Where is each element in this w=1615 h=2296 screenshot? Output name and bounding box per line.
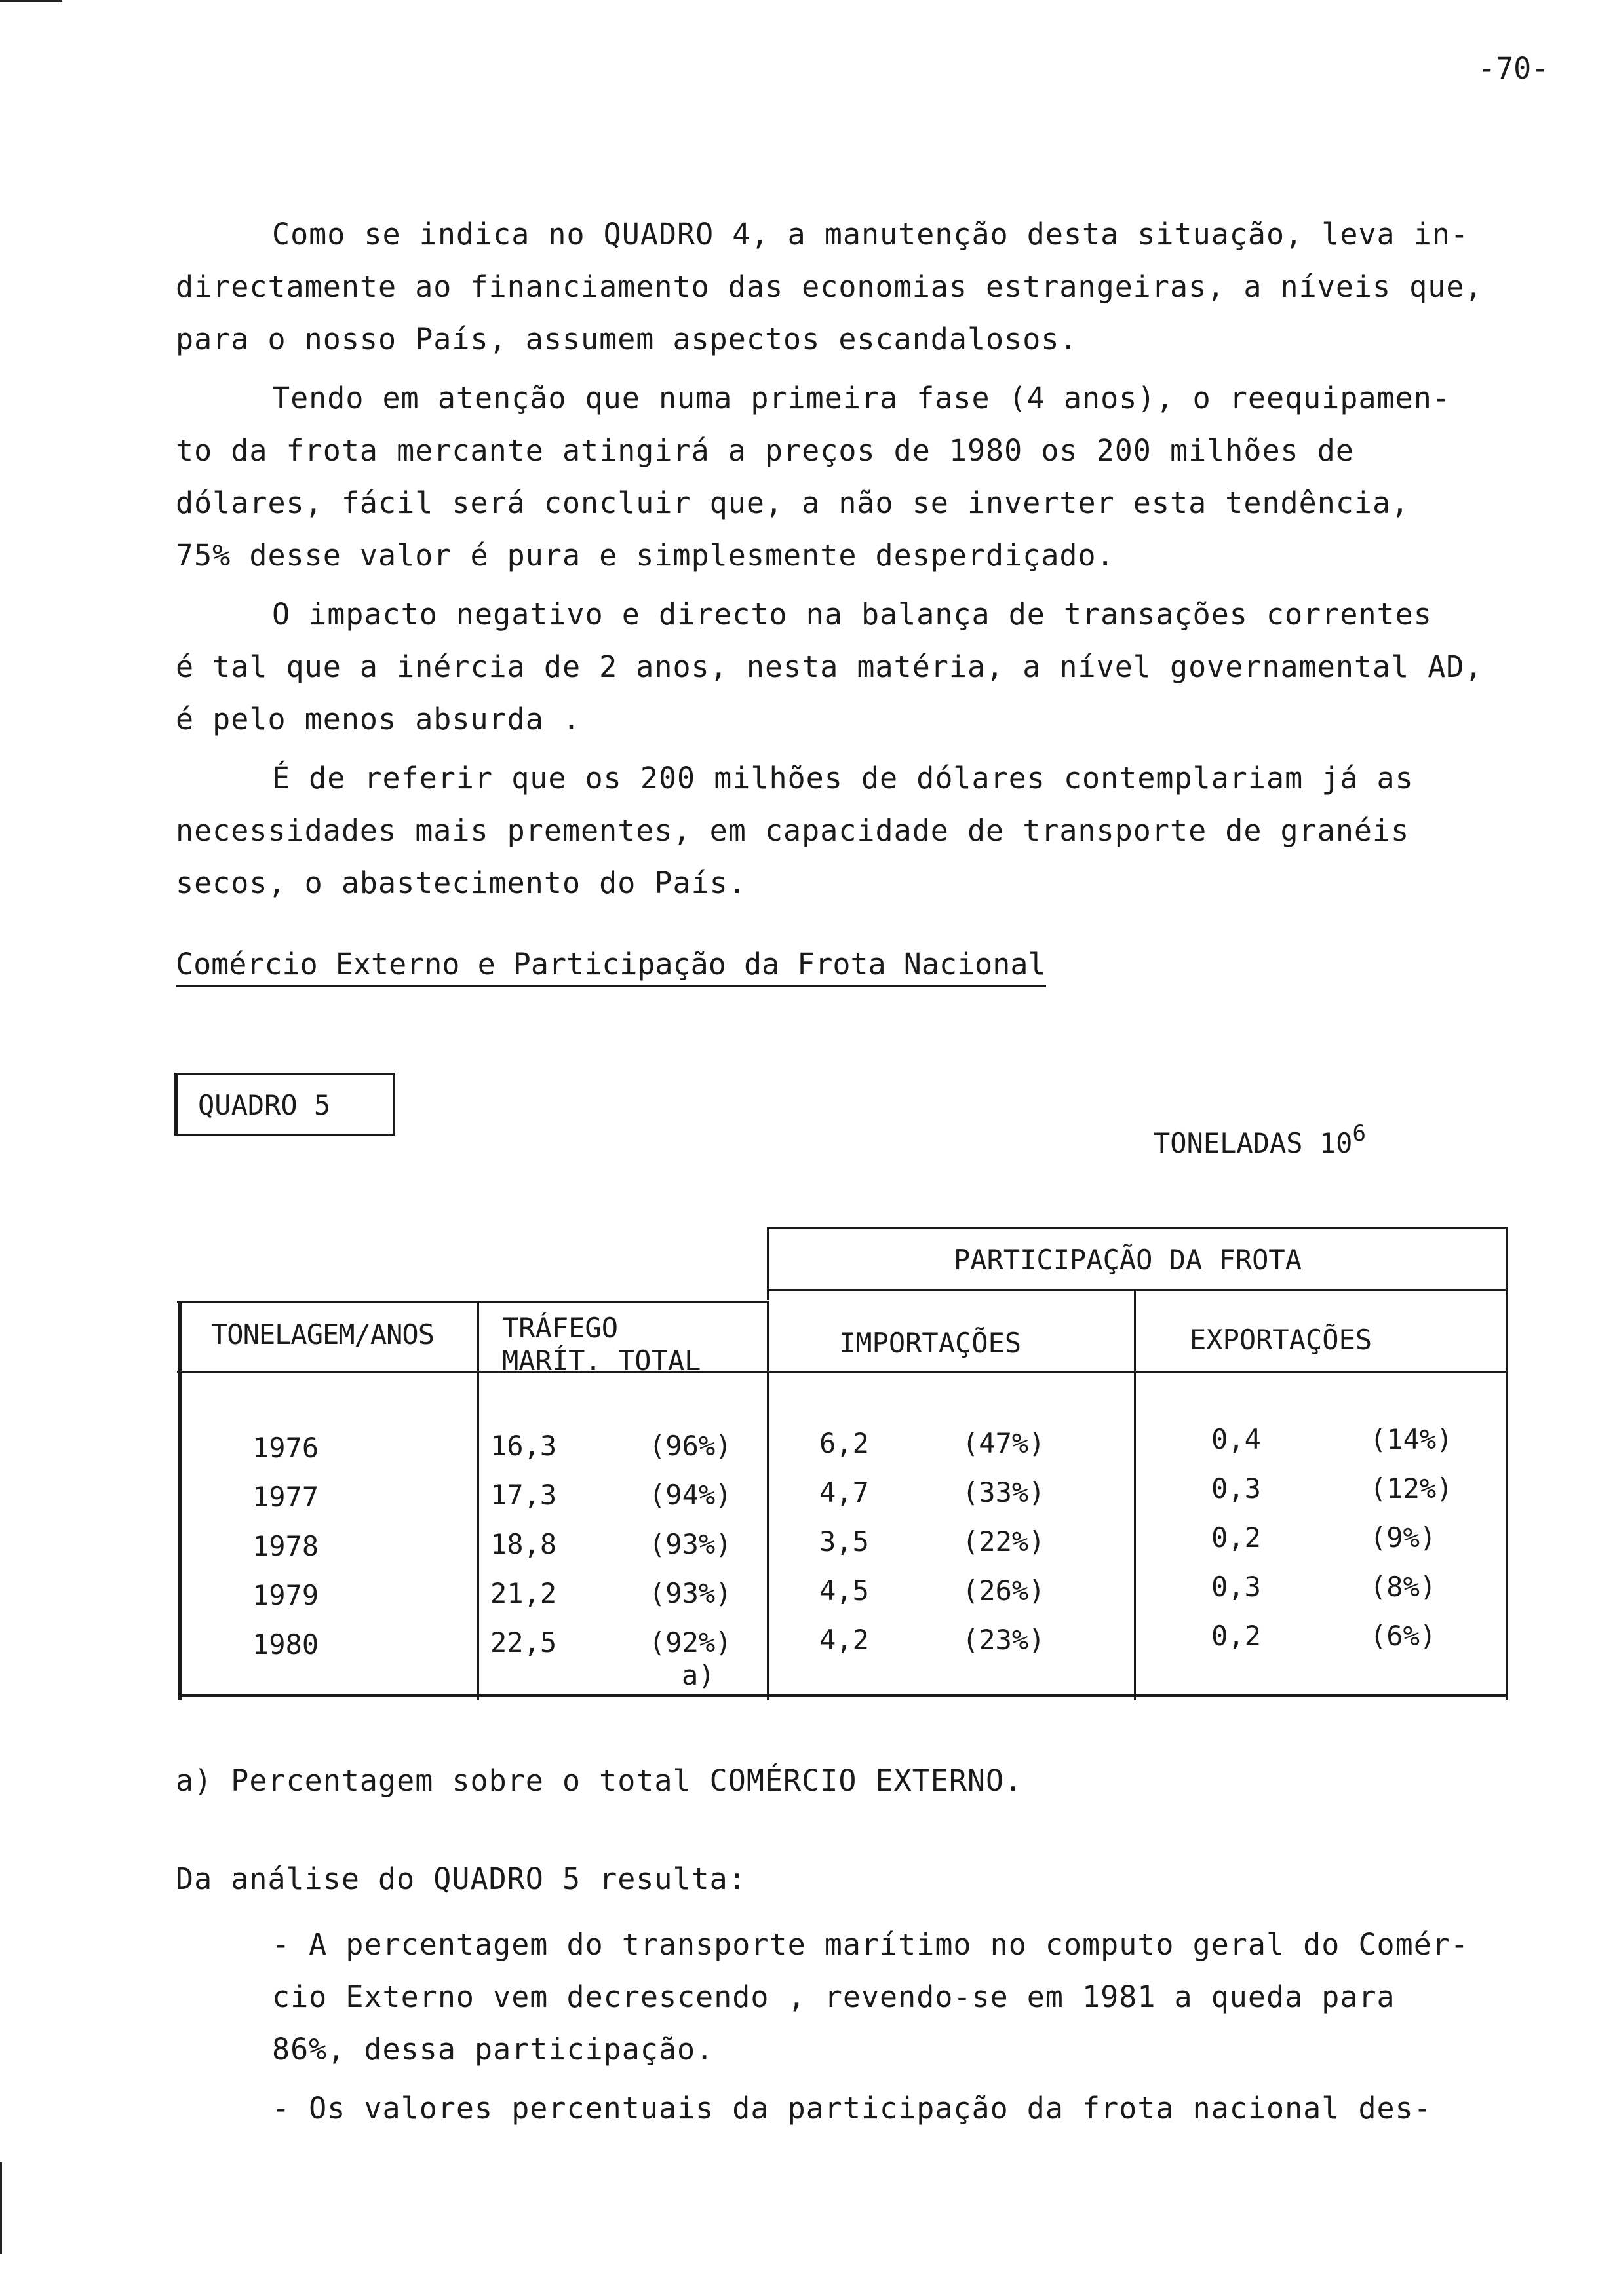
units-exponent: 6 — [1352, 1120, 1366, 1147]
paragraph-2-line-1: Tendo em atenção que numa primeira fase (4 anos), o reequipamen- — [272, 381, 1450, 415]
paragraph-3-line-3: é pelo menos absurda . — [176, 702, 581, 737]
cell-year: 1977 — [252, 1481, 319, 1513]
cell-exports-pct: (12%) — [1370, 1472, 1453, 1504]
col-divider-2 — [767, 1301, 769, 1700]
cell-imports: 4,2 — [819, 1624, 869, 1656]
header-traffic-2: MARÍT. TOTAL — [502, 1345, 701, 1377]
bullet-1-line-3: 86%, dessa participação. — [272, 2032, 714, 2067]
paragraph-4-line-2: necessidades mais prementes, em capacidade de transporte de granéis — [176, 813, 1410, 848]
cell-traffic-pct: (94%) — [649, 1479, 732, 1511]
table-label-box — [174, 1073, 395, 1136]
paragraph-4-line-3: secos, o abastecimento do País. — [176, 866, 747, 900]
cell-imports-pct: (47%) — [962, 1427, 1045, 1459]
paragraph-2-line-2: to da frota mercante atingirá a preços de 1980 os 200 milhões de — [176, 433, 1354, 468]
table-right-rule — [1506, 1227, 1508, 1700]
header-traffic-1: TRÁFEGO — [502, 1312, 619, 1344]
cell-imports: 4,5 — [819, 1575, 869, 1607]
cell-traffic: 18,8 — [490, 1528, 557, 1560]
header-imports: IMPORTAÇÕES — [839, 1327, 1022, 1359]
header-year: TONELAGEM/ANOS — [211, 1318, 435, 1350]
cell-exports: 0,4 — [1211, 1423, 1261, 1455]
cell-imports-pct: (26%) — [962, 1575, 1045, 1607]
cell-traffic: 17,3 — [490, 1479, 557, 1511]
paragraph-2-line-4: 75% desse valor é pura e simplesmente desperdiçado. — [176, 538, 1115, 573]
bullet-1-line-1: - A percentagem do transporte marítimo no computo geral do Comér- — [272, 1927, 1469, 1962]
table-label: QUADRO 5 — [198, 1089, 331, 1121]
group-header: PARTICIPAÇÃO DA FROTA — [954, 1244, 1302, 1276]
col-divider-1 — [477, 1301, 479, 1700]
cell-traffic: 22,5 — [490, 1626, 557, 1658]
footnote-marker: a) — [682, 1659, 715, 1691]
cell-traffic-pct: (93%) — [649, 1577, 732, 1609]
paragraph-3-line-2: é tal que a inércia de 2 anos, nesta matéria, a nível governamental AD, — [176, 649, 1483, 684]
cell-exports: 0,2 — [1211, 1620, 1261, 1652]
cell-imports: 4,7 — [819, 1476, 869, 1508]
table-footnote: a) Percentagem sobre o total COMÉRCIO EXTERNO. — [176, 1763, 1023, 1798]
col-divider-3 — [1134, 1289, 1136, 1700]
cell-exports-pct: (14%) — [1370, 1423, 1453, 1455]
cell-traffic-pct: (92%) — [649, 1626, 732, 1658]
table-units — [1154, 1120, 1366, 1159]
page-number: -70- — [1478, 51, 1549, 86]
scan-edge-mark — [0, 2162, 2, 2254]
cell-traffic-pct: (96%) — [649, 1430, 732, 1462]
cell-exports-pct: (9%) — [1370, 1521, 1437, 1554]
cell-traffic-pct: (93%) — [649, 1528, 732, 1560]
scan-edge-mark — [0, 0, 62, 2]
cell-exports: 0,2 — [1211, 1521, 1261, 1554]
cell-exports-pct: (8%) — [1370, 1571, 1437, 1603]
paragraph-1-line-1: Como se indica no QUADRO 4, a manutenção desta situação, leva in- — [272, 217, 1469, 252]
cell-traffic: 16,3 — [490, 1430, 557, 1462]
paragraph-3-line-1: O impacto negativo e directo na balança de transações correntes — [272, 597, 1432, 632]
table-left-rule — [178, 1301, 182, 1700]
cell-exports: 0,3 — [1211, 1571, 1261, 1603]
cell-traffic: 21,2 — [490, 1577, 557, 1609]
cell-exports-pct: (6%) — [1370, 1620, 1437, 1652]
section-heading: Comércio Externo e Participação da Frota Nacional — [176, 947, 1046, 987]
header-exports: EXPORTAÇÕES — [1190, 1324, 1372, 1356]
cell-imports-pct: (22%) — [962, 1525, 1045, 1558]
paragraph-4-line-1: É de referir que os 200 milhões de dólares contemplariam já as — [272, 761, 1414, 795]
analysis-intro: Da análise do QUADRO 5 resulta: — [176, 1862, 747, 1896]
header-bottom-rule — [177, 1371, 1508, 1373]
cell-year: 1979 — [252, 1579, 319, 1611]
paragraph-1-line-2: directamente ao financiamento das economias estrangeiras, a níveis que, — [176, 269, 1483, 304]
paragraph-1-line-3: para o nosso País, assumem aspectos escandalosos. — [176, 322, 1078, 356]
group-bottom-rule — [767, 1289, 1508, 1291]
cell-imports: 6,2 — [819, 1427, 869, 1459]
cell-year: 1978 — [252, 1530, 319, 1562]
bullet-2-line-1: - Os valores percentuais da participação da frota nacional des- — [272, 2091, 1432, 2126]
cell-imports: 3,5 — [819, 1525, 869, 1558]
units-text: TONELADAS 10 — [1154, 1127, 1353, 1159]
header-top-rule — [177, 1301, 769, 1303]
table-bottom-rule — [178, 1694, 1508, 1697]
bullet-1-line-2: cio Externo vem decrescendo , revendo-se em 1981 a queda para — [272, 1980, 1395, 2014]
cell-year: 1980 — [252, 1628, 319, 1660]
paragraph-2-line-3: dólares, fácil será concluir que, a não se inverter esta tendência, — [176, 486, 1410, 520]
cell-imports-pct: (33%) — [962, 1476, 1045, 1508]
group-top-rule — [767, 1227, 1508, 1229]
cell-imports-pct: (23%) — [962, 1624, 1045, 1656]
cell-exports: 0,3 — [1211, 1472, 1261, 1504]
cell-year: 1976 — [252, 1432, 319, 1464]
